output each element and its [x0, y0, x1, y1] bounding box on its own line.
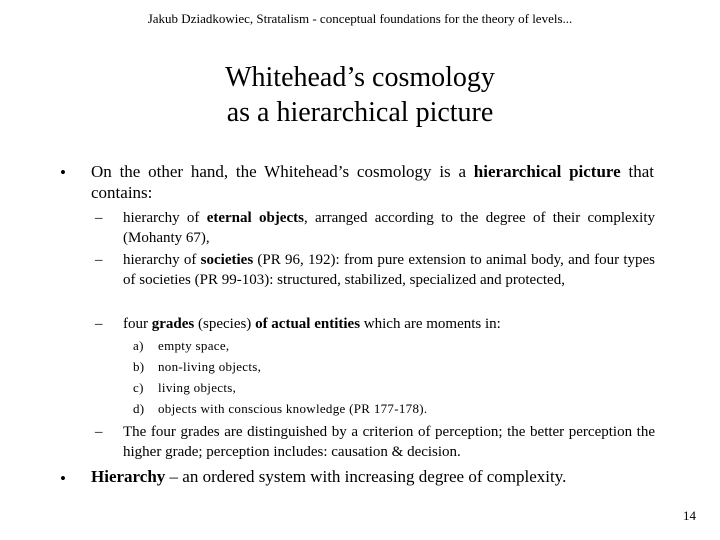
- title-line-1: Whitehead’s cosmology: [225, 62, 495, 93]
- page-number: 14: [683, 508, 696, 523]
- bullet-1-bold-1: hierarchical picture: [473, 162, 621, 181]
- sub-2-part-2: (PR 96, 192): from pure extension to animal body, and four types of societies (PR 99-103): structured, stabilized, specialized and protected,: [123, 252, 655, 288]
- slide-title: [0, 60, 720, 130]
- sub-bullet-4-dash: –: [95, 424, 103, 440]
- sub-bullet-4-text: The four grades are distinguished by a criterion of perception; the better perception the higher grade; perception includes: causation & decision.: [123, 424, 655, 460]
- sub-1-part-1: hierarchy of: [123, 210, 207, 226]
- sub-bullet-2-dash: –: [95, 252, 103, 268]
- sub-1-bold-1: eternal objects: [206, 210, 304, 226]
- list-item-a-label: a): [133, 338, 144, 353]
- title-line-2: as a hierarchical picture: [226, 97, 494, 128]
- sub-3-bold-1: grades: [151, 316, 195, 332]
- sub-2-part-1: hierarchy of: [123, 252, 201, 268]
- sub-1-part-2: , arranged according to the degree of their complexity (Mohanty 67),: [123, 210, 655, 246]
- list-item-d-text: objects with conscious knowledge (PR 177-178).: [158, 401, 428, 416]
- bullet-2-bold-1: Hierarchy: [91, 467, 166, 486]
- list-item-c-text: living objects,: [158, 380, 237, 395]
- bullet-1-part-2: that contains:: [91, 162, 654, 202]
- sub-bullet-3-dash: –: [95, 316, 103, 332]
- slide-header: Jakub Dziadkowiec, Stratalism - conceptual foundations for the theory of levels...: [147, 11, 573, 26]
- sub-3-part-3: which are moments in:: [360, 316, 501, 332]
- sub-bullet-1-dash: –: [95, 210, 103, 226]
- list-item-a-text: empty space,: [158, 338, 230, 353]
- bullet-1-mark: •: [60, 163, 66, 182]
- bullet-1-text: [91, 161, 654, 203]
- sub-bullet-3-text: [123, 314, 655, 334]
- sub-2-bold-1: societies: [200, 252, 254, 268]
- list-item-c-label: c): [133, 380, 144, 395]
- sub-3-bold-2: of actual entities: [255, 316, 361, 332]
- list-item-b-label: b): [133, 359, 145, 374]
- sub-3-part-1: four: [123, 316, 152, 332]
- sub-bullet-1-text: [123, 208, 655, 248]
- list-item-b-text: non-living objects,: [158, 359, 262, 374]
- sub-3-part-2: (species): [194, 316, 256, 332]
- bullet-1-part-1: On the other hand, the Whitehead’s cosmology is a: [91, 162, 474, 181]
- list-item-d-label: d): [133, 401, 145, 416]
- bullet-2-mark: •: [60, 469, 66, 488]
- sub-bullet-2-text: [123, 250, 655, 290]
- bullet-2-text: [91, 466, 654, 487]
- bullet-2-part-1: – an ordered system with increasing degree of complexity.: [165, 467, 567, 486]
